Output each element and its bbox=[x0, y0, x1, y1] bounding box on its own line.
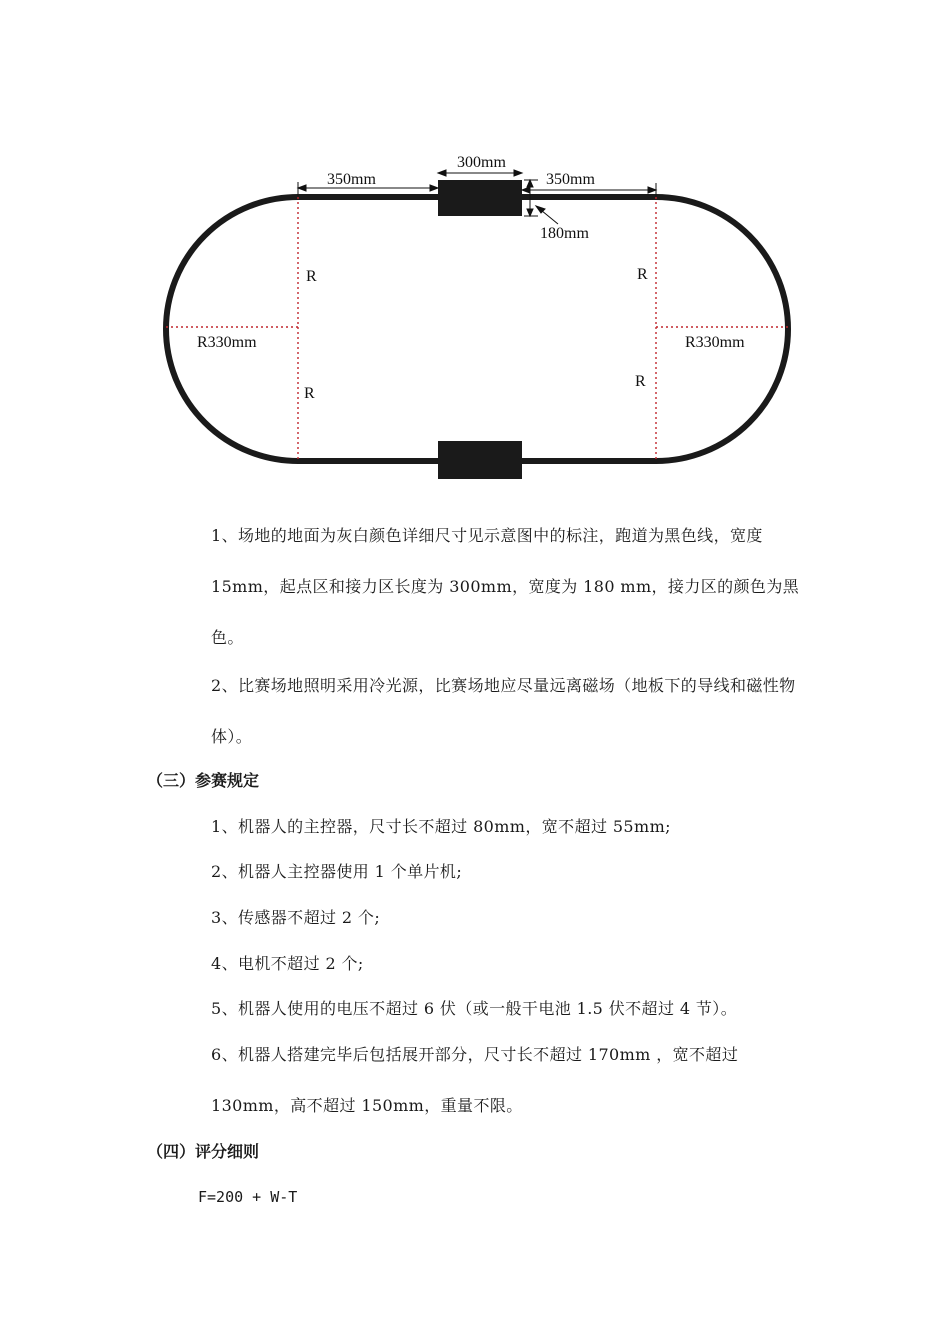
label-r-left-lower: R bbox=[304, 385, 315, 402]
label-top-mid-length: 300mm bbox=[457, 154, 506, 171]
venue-paragraph-2: 2、比赛场地照明采用冷光源，比赛场地应尽量远离磁场（地板下的导线和磁性物体）。 bbox=[211, 676, 796, 746]
venue-paragraph-1: 1、场地的地面为灰白颜色详细尺寸见示意图中的标注，跑道为黑色线，宽度 15mm，起点区和接力区长度为 300mm，宽度为 180 mm，接力区的颜色为黑色。 bbox=[211, 526, 800, 647]
section-heading-scoring: （四）评分细则 bbox=[147, 1142, 260, 1161]
rule-item-5: 5、机器人使用的电压不超过 6 伏（或一般干电池 1.5 伏不超过 4 节）。 bbox=[211, 999, 738, 1018]
label-zone-height: 180mm bbox=[540, 225, 589, 242]
rule-item-3: 3、传感器不超过 2 个; bbox=[211, 908, 381, 927]
label-r-right-lower: R bbox=[635, 373, 646, 390]
relay-zone bbox=[438, 441, 522, 479]
label-radius-left: R330mm bbox=[197, 334, 257, 351]
rule-item-2: 2、机器人主控器使用 1 个单片机; bbox=[211, 862, 463, 881]
scoring-formula: F=200 + W-T bbox=[198, 1188, 298, 1206]
label-top-left-length: 350mm bbox=[327, 171, 376, 188]
rule-item-6: 6、机器人搭建完毕后包括展开部分，尺寸长不超过 170mm ，宽不超过 130mm，高不超过 150mm，重量不限。 bbox=[211, 1045, 739, 1115]
rule-item-4: 4、电机不超过 2 个; bbox=[211, 954, 364, 973]
label-r-right-upper: R bbox=[637, 266, 648, 283]
label-r-left-upper: R bbox=[306, 268, 317, 285]
rule-item-1: 1、机器人的主控器，尺寸长不超过 80mm，宽不超过 55mm; bbox=[211, 817, 671, 836]
label-top-right-length: 350mm bbox=[546, 171, 595, 188]
label-radius-right: R330mm bbox=[685, 334, 745, 351]
track-diagram bbox=[0, 0, 950, 500]
section-heading-rules: （三）参赛规定 bbox=[147, 771, 260, 790]
guide-lines bbox=[166, 197, 788, 461]
track-outline bbox=[166, 197, 788, 461]
start-zone bbox=[438, 180, 522, 216]
